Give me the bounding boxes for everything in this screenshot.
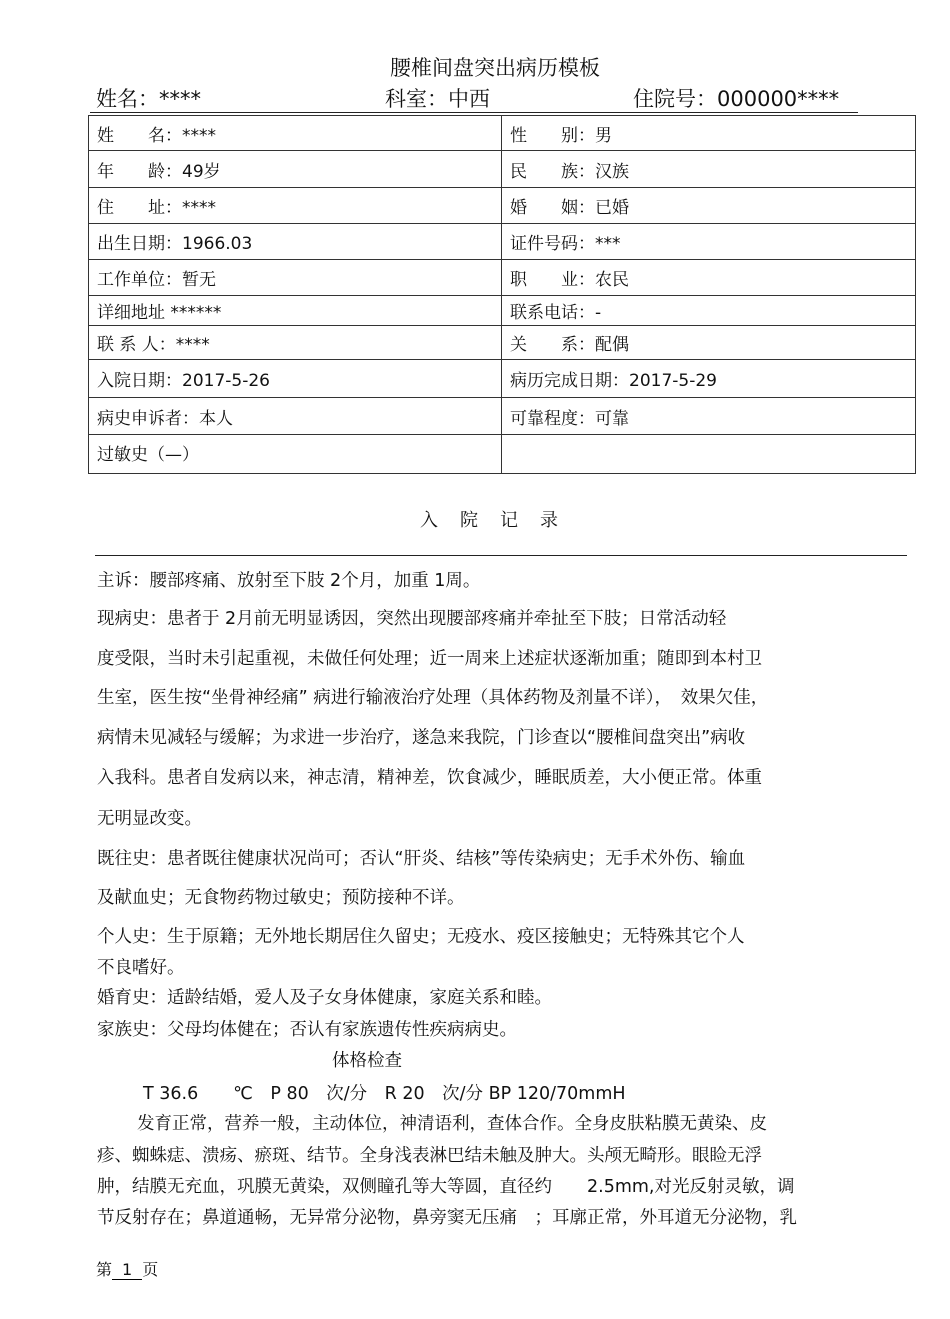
exam-line: 发育正常，营养一般，主动体位，神清语利，查体合作。全身皮肤粘膜无黄染、皮	[137, 1114, 767, 1134]
exam-line: 节反射存在；鼻道通畅，无异常分泌物，鼻旁窦无压痛 ；耳廓正常，外耳道无分泌物，乳	[97, 1208, 797, 1228]
info-cell: 出生日期：1966.03	[89, 224, 502, 260]
history-line: 无明显改变。	[97, 809, 202, 829]
table-row	[89, 360, 916, 398]
past-history-line: 及献血史；无食物药物过敏史；预防接种不详。	[97, 888, 465, 908]
info-cell: 病史申诉者：本人	[89, 398, 502, 435]
patient-info-table	[88, 115, 916, 474]
info-cell: 年 龄：49岁	[89, 151, 502, 188]
exam-line: 疹、蜘蛛痣、溃疡、瘀斑、结节。全身浅表淋巴结未触及肿大。头颅无畸形。眼睑无浮	[97, 1146, 762, 1166]
table-row	[89, 435, 916, 474]
history-line: 现病史：患者于 2月前无明显诱因，突然出现腰部疼痛并牵扯至下肢；日常活动轻	[97, 609, 727, 629]
past-history-line: 既往史：患者既往健康状况尚可；否认“肝炎、结核”等传染病史；无手术外伤、输血	[97, 849, 746, 869]
info-cell: 工作单位：暂无	[89, 260, 502, 296]
table-row	[89, 296, 916, 326]
personal-history-line: 不良嗜好。	[97, 958, 185, 978]
info-cell: 姓 名：****	[89, 116, 502, 151]
family-history-line: 家族史：父母均体健在；否认有家族遗传性疾病病史。	[97, 1020, 517, 1040]
header-dept: 科室：中西	[385, 87, 490, 111]
page-footer	[96, 1257, 158, 1280]
info-cell: 过敏史（—）	[89, 435, 502, 474]
personal-history-line: 个人史：生于原籍；无外地长期居住久留史；无疫水、疫区接触史；无特殊其它个人	[97, 927, 745, 947]
header-admission-no: 住院号：000000****	[633, 87, 840, 111]
exam-title: 体格检查	[332, 1051, 402, 1071]
info-cell: 联系电话：-	[502, 296, 916, 326]
record-title: 入院记录	[420, 510, 580, 531]
footer-suffix: 页	[142, 1260, 159, 1279]
header-underline	[90, 112, 858, 113]
table-row	[89, 151, 916, 188]
footer-prefix: 第	[96, 1260, 113, 1279]
table-row	[89, 398, 916, 435]
history-line: 入我科。患者自发病以来，神志清，精神差，饮食减少，睡眠质差，大小便正常。体重	[97, 768, 762, 788]
history-line: 度受限，当时未引起重视，未做任何处理；近一周来上述症状逐渐加重；随即到本村卫	[97, 649, 762, 669]
info-cell: 关 系：配偶	[502, 326, 916, 360]
history-line: 生室，医生按“坐骨神经痛” 病进行输液治疗处理（具体药物及剂量不详）， 效果欠佳，	[97, 688, 769, 708]
info-cell: 性 别：男	[502, 116, 916, 151]
info-cell: 可靠程度：可靠	[502, 398, 916, 435]
info-cell: 婚 姻：已婚	[502, 188, 916, 224]
info-cell	[502, 435, 916, 474]
record-divider	[95, 555, 907, 556]
info-cell: 入院日期：2017-5-26	[89, 360, 502, 398]
table-row	[89, 260, 916, 296]
info-cell: 病历完成日期：2017-5-29	[502, 360, 916, 398]
history-line: 病情未见减轻与缓解；为求进一步治疗，遂急来我院，门诊查以“腰椎间盘突出”病收	[97, 728, 746, 748]
vital-signs: T 36.6 ℃ P 80 次/分 R 20 次/分 BP 120/70mmH	[143, 1084, 626, 1104]
info-cell: 民 族：汉族	[502, 151, 916, 188]
info-cell: 证件号码：***	[502, 224, 916, 260]
header-name: 姓名：****	[96, 87, 201, 111]
table-row	[89, 326, 916, 360]
page-number: 1	[112, 1260, 142, 1280]
table-row	[89, 188, 916, 224]
table-row	[89, 224, 916, 260]
marital-history-line: 婚育史：适龄结婚，爱人及子女身体健康，家庭关系和睦。	[97, 988, 552, 1008]
info-cell: 联 系 人：****	[89, 326, 502, 360]
info-cell: 住 址：****	[89, 188, 502, 224]
info-cell: 详细地址 ******	[89, 296, 502, 326]
document-title: 腰椎间盘突出病历模板	[390, 56, 600, 80]
info-cell: 职 业：农民	[502, 260, 916, 296]
table-row	[89, 116, 916, 151]
exam-line: 肿，结膜无充血，巩膜无黄染，双侧瞳孔等大等圆，直径约 2.5mm,对光反射灵敏，调	[97, 1177, 795, 1197]
chief-complaint: 主诉：腰部疼痛、放射至下肢 2个月，加重 1周。	[97, 571, 481, 591]
